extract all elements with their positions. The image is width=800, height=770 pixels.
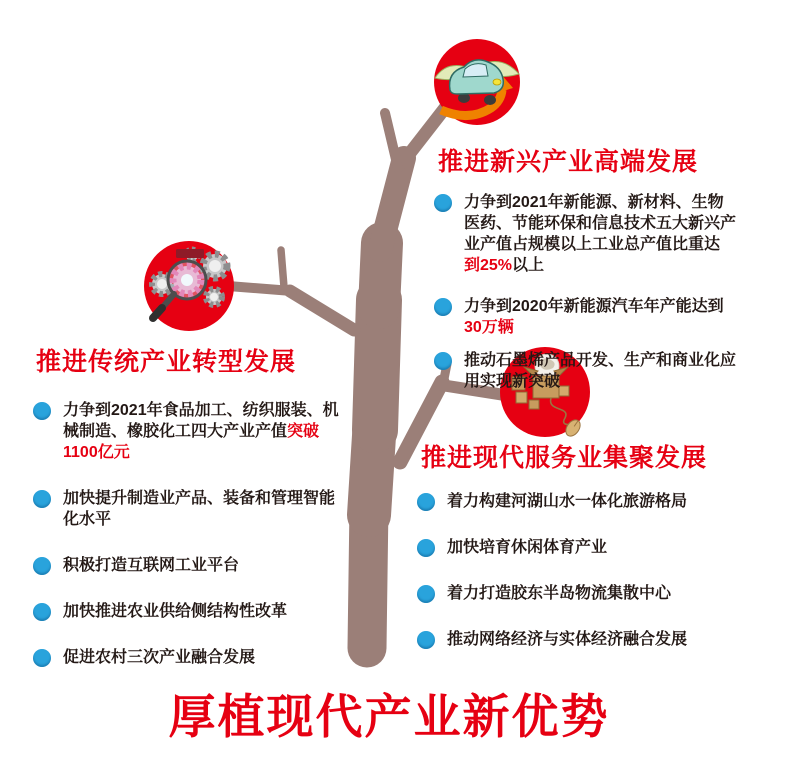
bullet-item [417, 629, 737, 650]
bullet-dot-icon [417, 631, 435, 649]
bullet-text: 加快培育休闲体育产业 [447, 539, 608, 556]
bullet-text: 着力构建河湖山水一体化旅游格局 [447, 493, 688, 510]
section-title: 推进现代服务业集聚发展 [421, 444, 708, 472]
bullet-text: 着力打造胶东半岛物流集散中心 [447, 585, 672, 602]
bullet-text: 力争到2021年新能源、新材料、生物医药、节能环保和信息技术五大新兴产业产值占规模以上工业总产值比重达到25%以上 [464, 194, 737, 274]
winged-car-growth-arrow-icon [434, 39, 520, 125]
bullet-item [434, 296, 736, 338]
bullet-item [434, 192, 736, 276]
bullet-text: 积极打造互联网工业平台 [63, 557, 240, 574]
section-title: 推进传统产业转型发展 [36, 348, 297, 376]
bullet-dot-icon [33, 603, 51, 621]
bullet-item [33, 601, 345, 622]
bullet-text: 加快提升制造业产品、装备和管理智能化水平 [63, 490, 336, 528]
bullet-text: 力争到2020年新能源汽车年产能达到30万辆 [464, 298, 724, 336]
bullet-text: 推动石墨烯产品开发、生产和商业化应用实现新突破 [464, 352, 737, 390]
bullet-dot-icon [417, 539, 435, 557]
bullet-item [33, 555, 345, 576]
bullet-dot-icon [33, 649, 51, 667]
branch-left-twig [281, 250, 284, 287]
bullet-text: 推动网络经济与实体经济融合发展 [447, 631, 688, 648]
bullet-item [417, 583, 737, 604]
bullet-dot-icon [434, 352, 452, 370]
bullet-item [417, 537, 737, 558]
bullet-list [417, 491, 737, 675]
bullet-dot-icon [33, 557, 51, 575]
bullet-text: 力争到2021年食品加工、纺织服装、机械制造、橡胶化工四大产业产值突破1100亿元 [63, 402, 339, 461]
bullet-item [417, 491, 737, 512]
bullet-dot-icon [417, 585, 435, 603]
bullet-list [434, 192, 736, 412]
page-title: 厚植现代产业新优势 [168, 692, 610, 744]
bullet-item [434, 350, 736, 392]
branch-left-inner [290, 291, 354, 330]
bullet-dot-icon [434, 298, 452, 316]
bullet-dot-icon [33, 402, 51, 420]
bullet-list [33, 400, 345, 693]
bullet-text: 加快推进农业供给侧结构性改革 [63, 603, 288, 620]
branch-top-left-prong [385, 113, 398, 168]
bullet-item [33, 647, 345, 668]
bullet-item [33, 400, 345, 463]
bullet-dot-icon [33, 490, 51, 508]
gears-magnifier-icon [144, 241, 234, 331]
bullet-item [33, 488, 345, 530]
bullet-dot-icon [417, 493, 435, 511]
section-title: 推进新兴产业高端发展 [438, 148, 699, 176]
bullet-dot-icon [434, 194, 452, 212]
bullet-text: 促进农村三次产业融合发展 [63, 649, 256, 666]
